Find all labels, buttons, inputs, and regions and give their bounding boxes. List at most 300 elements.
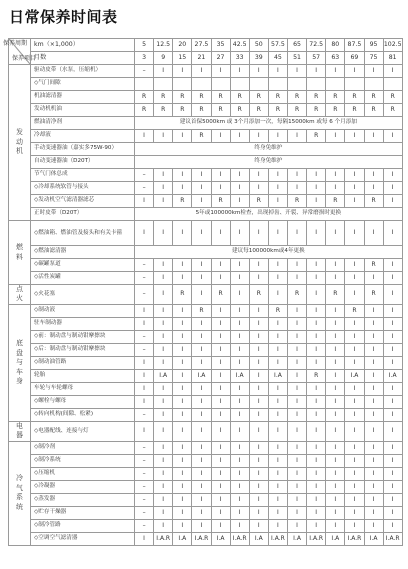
schedule-value-cell: I <box>135 382 154 395</box>
header-row-months <box>9 52 403 65</box>
schedule-value-cell: I <box>288 506 307 519</box>
month-header-cell: 81 <box>383 52 402 65</box>
month-header-cell: 57 <box>307 52 326 65</box>
item-name-cell: ◇制动液 <box>31 304 135 317</box>
schedule-value-cell: I <box>192 285 211 305</box>
schedule-value-cell: I <box>192 441 211 454</box>
schedule-value-cell: – <box>135 169 154 182</box>
schedule-value-cell: I <box>288 259 307 272</box>
schedule-value-cell <box>192 78 211 91</box>
table-row <box>9 143 403 156</box>
schedule-value-cell: I <box>135 304 154 317</box>
schedule-value-cell: – <box>135 272 154 285</box>
schedule-value-cell: I <box>364 382 383 395</box>
schedule-value-cell: I <box>249 330 268 343</box>
schedule-value-cell: I <box>326 221 345 246</box>
schedule-value-cell: R <box>326 104 345 117</box>
schedule-value-cell: I <box>288 356 307 369</box>
schedule-value-cell: R <box>135 104 154 117</box>
table-row <box>9 441 403 454</box>
schedule-value-cell: I <box>230 169 249 182</box>
schedule-value-cell: I <box>230 304 249 317</box>
schedule-value-cell <box>268 78 287 91</box>
schedule-value-cell: I <box>268 356 287 369</box>
schedule-value-cell: I <box>135 532 154 545</box>
schedule-value-cell: I <box>230 395 249 408</box>
schedule-value-cell: R <box>230 91 249 104</box>
schedule-value-cell: I <box>364 369 383 382</box>
schedule-value-cell: I <box>230 330 249 343</box>
schedule-value-cell: I <box>288 408 307 421</box>
schedule-value-cell: – <box>135 408 154 421</box>
schedule-value-cell: I <box>345 395 364 408</box>
item-name-cell: ◇燃油滤清器 <box>31 246 135 259</box>
month-unit-label: 月数 <box>31 52 135 65</box>
item-name-cell: 驻车制动器 <box>31 317 135 330</box>
schedule-value-cell: I <box>268 395 287 408</box>
table-row <box>9 330 403 343</box>
schedule-value-cell: I <box>154 272 173 285</box>
category-char: 底 <box>16 339 23 348</box>
schedule-value-cell: R <box>249 285 268 305</box>
note-span-cell: 建议每100000km或4年更换 <box>135 246 403 259</box>
schedule-value-cell: I <box>192 493 211 506</box>
schedule-value-cell: I <box>345 467 364 480</box>
schedule-value-cell: I <box>192 221 211 246</box>
schedule-value-cell: I <box>173 441 192 454</box>
schedule-value-cell: I <box>364 480 383 493</box>
table-row <box>9 78 403 91</box>
schedule-value-cell: I.A <box>211 532 230 545</box>
schedule-value-cell: I <box>211 382 230 395</box>
month-header-cell: 27 <box>211 52 230 65</box>
schedule-value-cell: I <box>135 317 154 330</box>
table-row <box>9 356 403 369</box>
km-header-cell: 12.5 <box>154 39 173 52</box>
item-label: 保养项目 <box>12 55 37 62</box>
km-header-cell: 87.5 <box>345 39 364 52</box>
schedule-value-cell: R <box>192 130 211 143</box>
schedule-value-cell <box>383 78 402 91</box>
schedule-value-cell: I <box>364 317 383 330</box>
category-char: 盘 <box>16 348 23 357</box>
schedule-value-cell: – <box>135 330 154 343</box>
schedule-value-cell: I <box>230 480 249 493</box>
schedule-value-cell: I <box>173 408 192 421</box>
schedule-value-cell: R <box>345 91 364 104</box>
schedule-value-cell: I <box>364 169 383 182</box>
schedule-value-cell: I <box>383 519 402 532</box>
schedule-value-cell: I <box>345 382 364 395</box>
item-name-cell: ◇转向机构(间隙、松紧) <box>31 408 135 421</box>
schedule-value-cell: I <box>135 395 154 408</box>
schedule-value-cell <box>307 78 326 91</box>
item-name-cell: 驱动皮带（水泵，压缩机） <box>31 65 135 78</box>
schedule-value-cell: – <box>135 182 154 195</box>
schedule-value-cell: I <box>364 304 383 317</box>
schedule-value-cell: – <box>135 285 154 305</box>
table-row <box>9 506 403 519</box>
schedule-value-cell: I <box>230 317 249 330</box>
category-char: 发 <box>16 128 23 137</box>
table-row <box>9 395 403 408</box>
schedule-value-cell: I.A.R <box>307 532 326 545</box>
schedule-value-cell: I <box>307 272 326 285</box>
category-char: 料 <box>16 252 23 261</box>
schedule-value-cell: I <box>154 343 173 356</box>
note-span-cell: 终身免维护 <box>135 143 403 156</box>
category-char: 火 <box>16 294 23 303</box>
category-char: 器 <box>16 431 23 440</box>
schedule-value-cell: I <box>288 480 307 493</box>
schedule-value-cell: R <box>173 104 192 117</box>
schedule-value-cell: I <box>230 454 249 467</box>
schedule-value-cell: R <box>326 195 345 208</box>
schedule-value-cell: – <box>135 480 154 493</box>
schedule-value-cell: I <box>154 421 173 441</box>
schedule-value-cell: I <box>211 330 230 343</box>
schedule-value-cell: I <box>364 356 383 369</box>
schedule-value-cell: I <box>288 130 307 143</box>
schedule-value-cell: – <box>135 519 154 532</box>
item-name-cell: 轮胎 <box>31 369 135 382</box>
schedule-value-cell: I <box>326 304 345 317</box>
schedule-value-cell: I <box>345 519 364 532</box>
table-row <box>9 130 403 143</box>
schedule-value-cell: I <box>173 65 192 78</box>
schedule-value-cell: I <box>211 421 230 441</box>
schedule-value-cell: I <box>307 493 326 506</box>
schedule-value-cell: I.A <box>249 532 268 545</box>
schedule-value-cell: I <box>326 506 345 519</box>
table-row <box>9 369 403 382</box>
schedule-value-cell: I.A <box>345 369 364 382</box>
schedule-value-cell: I <box>364 65 383 78</box>
item-name-cell: ◇前：制动盘与制动钳摩擦块 <box>31 330 135 343</box>
table-row <box>9 519 403 532</box>
category-cell <box>9 421 31 441</box>
schedule-value-cell: I <box>211 480 230 493</box>
schedule-value-cell: I <box>173 272 192 285</box>
category-char: 机 <box>16 147 23 156</box>
schedule-value-cell: I <box>249 395 268 408</box>
schedule-value-cell: R <box>364 259 383 272</box>
schedule-value-cell: R <box>288 91 307 104</box>
schedule-value-cell: I <box>211 182 230 195</box>
schedule-value-cell: I <box>288 369 307 382</box>
schedule-value-cell: I <box>268 221 287 246</box>
km-header-cell: 20 <box>173 39 192 52</box>
schedule-value-cell: I <box>326 272 345 285</box>
schedule-value-cell: I <box>249 506 268 519</box>
schedule-value-cell: I <box>192 480 211 493</box>
schedule-value-cell: I.A <box>173 532 192 545</box>
table-row <box>9 259 403 272</box>
schedule-value-cell: R <box>173 285 192 305</box>
page-title: 日常保养时间表 <box>9 8 118 26</box>
schedule-value-cell: I <box>173 382 192 395</box>
schedule-value-cell: I <box>211 221 230 246</box>
schedule-value-cell: I <box>345 182 364 195</box>
schedule-value-cell: R <box>211 285 230 305</box>
schedule-value-cell: R <box>249 104 268 117</box>
category-char: 电 <box>16 421 23 430</box>
table-row <box>9 480 403 493</box>
schedule-value-cell: I <box>211 343 230 356</box>
km-header-cell: 27.5 <box>192 39 211 52</box>
km-header-cell: 42.5 <box>230 39 249 52</box>
schedule-value-cell: I <box>307 195 326 208</box>
schedule-value-cell: I <box>288 421 307 441</box>
table-row <box>9 408 403 421</box>
item-name-cell: ◇电器配线、连接与灯 <box>31 421 135 441</box>
category-cell <box>9 441 31 545</box>
item-name-cell: ◇螺栓与螺母 <box>31 395 135 408</box>
item-name-cell: 燃油清净剂 <box>31 117 135 130</box>
schedule-value-cell: I <box>288 169 307 182</box>
schedule-value-cell: I <box>192 395 211 408</box>
category-char: 统 <box>16 502 23 511</box>
schedule-value-cell: I <box>383 395 402 408</box>
schedule-value-cell: I <box>268 130 287 143</box>
schedule-value-cell: I <box>154 285 173 305</box>
schedule-value-cell: I <box>173 467 192 480</box>
schedule-value-cell: I <box>364 395 383 408</box>
schedule-value-cell: I <box>383 382 402 395</box>
schedule-value-cell: I <box>307 506 326 519</box>
schedule-value-cell: I <box>268 441 287 454</box>
table-row <box>9 421 403 441</box>
schedule-value-cell: I <box>173 356 192 369</box>
table-row <box>9 467 403 480</box>
schedule-value-cell: I <box>326 395 345 408</box>
table-row <box>9 272 403 285</box>
schedule-value-cell <box>364 78 383 91</box>
schedule-value-cell: I <box>173 480 192 493</box>
schedule-value-cell: I <box>307 182 326 195</box>
schedule-value-cell: R <box>345 304 364 317</box>
schedule-value-cell: I <box>268 519 287 532</box>
item-name-cell: 节气门体总成 <box>31 169 135 182</box>
schedule-value-cell: I <box>154 259 173 272</box>
schedule-value-cell: I.A.R <box>268 532 287 545</box>
schedule-value-cell: I <box>211 441 230 454</box>
schedule-value-cell: I <box>326 408 345 421</box>
item-name-cell: 手动变速器油（嘉实多75W-90） <box>31 143 135 156</box>
km-header-cell: 57.5 <box>268 39 287 52</box>
item-name-cell: ◇碳罐泵道 <box>31 259 135 272</box>
schedule-value-cell: I <box>345 356 364 369</box>
schedule-value-cell: I <box>154 408 173 421</box>
schedule-value-cell: I <box>249 369 268 382</box>
table-row <box>9 208 403 221</box>
schedule-value-cell: I <box>249 182 268 195</box>
schedule-value-cell: I <box>154 356 173 369</box>
km-header-cell: 65 <box>288 39 307 52</box>
schedule-value-cell: R <box>192 304 211 317</box>
schedule-value-cell: I <box>192 259 211 272</box>
item-name-cell: ◇制冷管路 <box>31 519 135 532</box>
schedule-value-cell: I <box>154 169 173 182</box>
schedule-value-cell <box>173 78 192 91</box>
schedule-value-cell: R <box>192 91 211 104</box>
table-row <box>9 493 403 506</box>
schedule-value-cell: I <box>249 304 268 317</box>
schedule-value-cell: I <box>383 65 402 78</box>
schedule-value-cell: I <box>345 130 364 143</box>
table-row <box>9 285 403 305</box>
schedule-value-cell: I <box>249 356 268 369</box>
schedule-value-cell: I <box>230 195 249 208</box>
schedule-value-cell: I <box>173 506 192 519</box>
schedule-value-cell: I <box>154 395 173 408</box>
item-name-cell: ◇火花塞 <box>31 285 135 305</box>
schedule-value-cell: I <box>383 285 402 305</box>
table-row <box>9 343 403 356</box>
schedule-value-cell: I <box>173 317 192 330</box>
schedule-value-cell: I <box>326 130 345 143</box>
schedule-value-cell: R <box>383 104 402 117</box>
item-name-cell: ◇活性炭罐 <box>31 272 135 285</box>
schedule-value-cell: I <box>211 304 230 317</box>
schedule-value-cell: I <box>249 259 268 272</box>
schedule-value-cell: I <box>288 221 307 246</box>
schedule-value-cell: I <box>307 408 326 421</box>
schedule-value-cell: I <box>249 467 268 480</box>
schedule-value-cell: I <box>383 272 402 285</box>
schedule-value-cell: I <box>383 493 402 506</box>
schedule-value-cell: I <box>326 480 345 493</box>
schedule-value-cell: I <box>249 480 268 493</box>
schedule-value-cell: I <box>326 382 345 395</box>
schedule-value-cell: I <box>307 519 326 532</box>
month-header-cell: 33 <box>230 52 249 65</box>
item-name-cell: ◇燃油箱、燃油管及接头和有关卡箍 <box>31 221 135 246</box>
schedule-value-cell: I <box>135 421 154 441</box>
schedule-value-cell: I <box>345 221 364 246</box>
schedule-value-cell: I <box>268 382 287 395</box>
schedule-value-cell: I <box>268 454 287 467</box>
schedule-value-cell: I <box>173 343 192 356</box>
km-header-cell: 50 <box>249 39 268 52</box>
schedule-value-cell: I <box>173 169 192 182</box>
schedule-value-cell: I <box>211 130 230 143</box>
schedule-value-cell: R <box>383 91 402 104</box>
schedule-value-cell: I <box>288 317 307 330</box>
schedule-value-cell: I <box>345 408 364 421</box>
schedule-value-cell: I <box>326 369 345 382</box>
schedule-value-cell: I <box>211 356 230 369</box>
schedule-value-cell: I <box>268 259 287 272</box>
schedule-value-cell: I <box>364 467 383 480</box>
schedule-value-cell: I.A <box>230 369 249 382</box>
schedule-value-cell: R <box>307 104 326 117</box>
schedule-value-cell: I <box>135 369 154 382</box>
schedule-value-cell: I.A.R <box>383 532 402 545</box>
km-header-cell: 102.5 <box>383 39 402 52</box>
schedule-value-cell: I <box>230 221 249 246</box>
schedule-value-cell: I <box>211 408 230 421</box>
schedule-value-cell: I <box>326 356 345 369</box>
schedule-value-cell: I <box>268 272 287 285</box>
schedule-value-cell: I <box>230 182 249 195</box>
schedule-value-cell: I <box>383 343 402 356</box>
schedule-value-cell: I <box>268 285 287 305</box>
schedule-value-cell: I <box>154 506 173 519</box>
schedule-value-cell: I <box>307 356 326 369</box>
schedule-value-cell: I <box>326 519 345 532</box>
item-name-cell: 发动机机油 <box>31 104 135 117</box>
schedule-value-cell: I <box>154 467 173 480</box>
schedule-value-cell: – <box>135 441 154 454</box>
schedule-value-cell: I <box>249 169 268 182</box>
schedule-value-cell: I <box>383 169 402 182</box>
schedule-value-cell: I <box>192 272 211 285</box>
schedule-value-cell: I <box>211 169 230 182</box>
table-row <box>9 246 403 259</box>
category-cell <box>9 65 31 221</box>
item-name-cell: ◇发动机空气滤清器滤芯 <box>31 195 135 208</box>
schedule-value-cell: I <box>154 493 173 506</box>
schedule-value-cell: I <box>364 330 383 343</box>
schedule-value-cell: R <box>173 195 192 208</box>
schedule-value-cell: R <box>288 104 307 117</box>
schedule-value-cell: I <box>249 317 268 330</box>
category-cell <box>9 221 31 285</box>
schedule-value-cell: I <box>268 421 287 441</box>
schedule-value-cell: I <box>211 467 230 480</box>
schedule-value-cell: R <box>268 104 287 117</box>
schedule-value-cell: I <box>173 182 192 195</box>
schedule-value-cell: – <box>135 259 154 272</box>
schedule-value-cell: I <box>249 493 268 506</box>
schedule-value-cell: I <box>173 330 192 343</box>
schedule-value-cell: I.A <box>154 369 173 382</box>
schedule-value-cell: I.A <box>326 532 345 545</box>
schedule-value-cell: I <box>307 382 326 395</box>
schedule-value-cell: I <box>268 480 287 493</box>
schedule-value-cell: I <box>364 130 383 143</box>
table-row <box>9 182 403 195</box>
schedule-value-cell: I <box>288 65 307 78</box>
item-name-cell: 冷却液 <box>31 130 135 143</box>
category-char: 气 <box>16 483 23 492</box>
month-header-cell: 9 <box>154 52 173 65</box>
schedule-value-cell: I <box>345 272 364 285</box>
schedule-value-cell: I <box>345 421 364 441</box>
schedule-value-cell: I <box>173 519 192 532</box>
schedule-value-cell: I <box>307 285 326 305</box>
category-cell <box>9 285 31 305</box>
schedule-value-cell <box>154 78 173 91</box>
schedule-value-cell: I <box>383 441 402 454</box>
schedule-value-cell: I <box>345 65 364 78</box>
schedule-value-cell: I <box>192 356 211 369</box>
schedule-value-cell: I <box>307 395 326 408</box>
schedule-value-cell: I <box>268 317 287 330</box>
schedule-value-cell <box>230 78 249 91</box>
schedule-value-cell: I <box>173 221 192 246</box>
schedule-value-cell: I <box>211 454 230 467</box>
month-header-cell: 75 <box>364 52 383 65</box>
schedule-value-cell: I <box>192 195 211 208</box>
item-name-cell: ◇蒸发器 <box>31 493 135 506</box>
schedule-value-cell: I <box>383 259 402 272</box>
schedule-value-cell: I <box>192 169 211 182</box>
schedule-value-cell: I <box>249 343 268 356</box>
schedule-value-cell: I <box>345 493 364 506</box>
schedule-value-cell: I <box>230 272 249 285</box>
